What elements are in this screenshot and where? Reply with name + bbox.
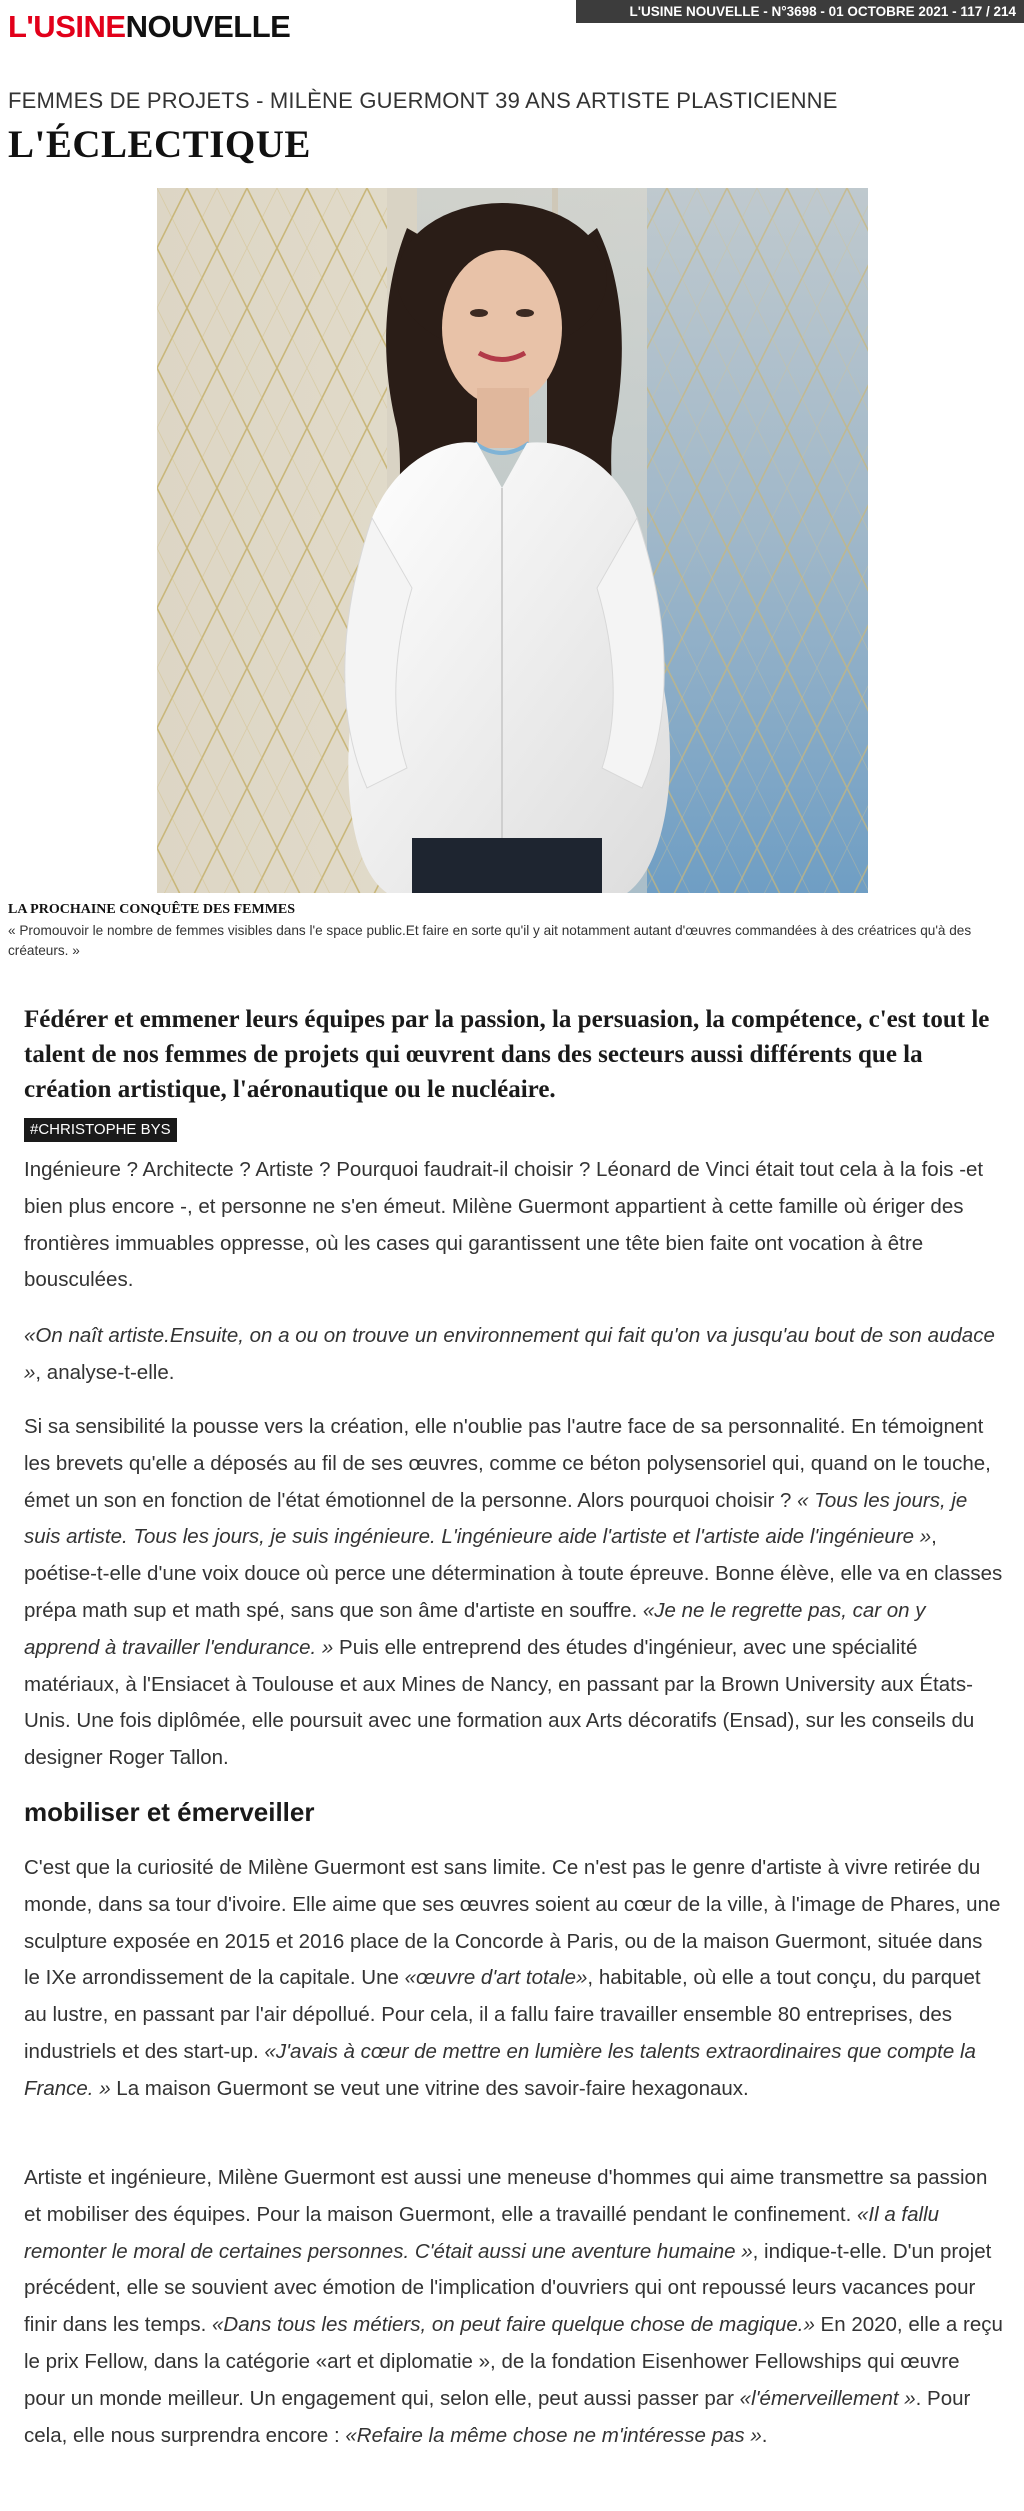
quote: «Il a fallu remonter le moral de certaines personnes. C'était aussi une aventure humaine »: [24, 2202, 940, 2263]
paragraph-text: Si sa sensibilité la pousse vers la création, elle n'oublie pas l'autre face de sa personnalité. En témoignent les brevets qu'elle a déposés au fil de ses œuvres, comme ce béton polysensoriel qui, quand on le touche, émet un son en fonction de l'état émotionnel de la personne. Alors pourquoi choisir ?: [24, 1415, 991, 1512]
body-paragraph-4: [24, 1850, 1004, 2108]
quote: «Je ne le regrette pas, car on y apprend à travailler l'endurance. »: [24, 1598, 926, 1659]
quote: « Tous les jours, je suis artiste. Tous les jours, je suis ingénieure. L'ingénieure aide l'artiste et l'artiste aide l'ingénieure »: [24, 1488, 968, 1549]
logo-part-1: L'USINE: [8, 9, 126, 44]
quote: «On naît artiste.Ensuite, on a ou on trouve un environnement qui fait qu'on va jusqu'au bout de son audace »: [24, 1324, 995, 1384]
portrait-photo: [157, 188, 868, 893]
quote: «œuvre d'art totale»: [404, 1966, 588, 1990]
paragraph-text: .: [761, 2423, 768, 2447]
body-paragraph-1: [24, 1152, 1004, 1299]
paragraph-text: , poétise-t-elle d'une voix douce où perce une détermination à toute épreuve. Bonne élève, elle va en classes prépa math sup et math spé, sans que son âme d'artiste en souffre.: [24, 1525, 1003, 1622]
paragraph-text: . Pour cela, elle nous surprendra encore :: [24, 2386, 971, 2447]
paragraph-text: C'est que la curiosité de Milène Guermont est sans limite. Ce n'est pas le genre d'artiste à vivre retirée du monde, dans sa tour d'ivoire. Elle aime que ses œuvres soient au cœur de la ville, à l'image de Phares, une sculpture exposée en 2015 et 2016 place de la Concorde à Paris, ou de la maison Guermont, située dans le IXe arrondissement de la capitale. Une: [24, 1856, 1001, 1990]
article-title: L'ÉCLECTIQUE: [8, 123, 311, 166]
body-paragraph-2: [24, 1318, 1004, 1392]
masthead: [8, 10, 290, 46]
paragraph-text: , analyse-t-elle.: [35, 1360, 175, 1384]
logo-part-2: NOUVELLE: [125, 9, 291, 44]
portrait-illustration: [157, 188, 868, 893]
paragraph-text: En 2020, elle a reçu le prix Fellow, dans la catégorie «art et diplomatie », de la fondation Eisenhower Fellowships qui œuvre pour un monde meilleur. Un engagement qui, selon elle, peut aussi passer par: [24, 2313, 1003, 2410]
article-kicker: FEMMES DE PROJETS - MILÈNE GUERMONT 39 ANS ARTISTE PLASTICIENNE: [8, 88, 838, 113]
quote: «Dans tous les métiers, on peut faire quelque chose de magique.»: [212, 2313, 815, 2337]
publication-logo[interactable]: [8, 10, 290, 44]
photo-caption-text: « Promouvoir le nombre de femmes visibles dans l'e space public.Et faire en sorte qu'il y ait notamment autant d'œuvres commandées à des créatrices qu'à des créateurs. »: [8, 923, 972, 958]
article-lead: Fédérer et emmener leurs équipes par la passion, la persuasion, la compétence, c'est tout le talent de nos femmes de projets qui œuvrent dans des secteurs aussi différents que la création artistique, l'aéronautique ou le nucléaire.: [24, 1006, 990, 1103]
body-paragraph-3: [24, 1409, 1004, 1777]
body-paragraph-5: [24, 2160, 1004, 2454]
quote: «J'avais à cœur de mettre en lumière les talents extraordinaires que compte la France. »: [24, 2039, 976, 2100]
paragraph-text: Puis elle entreprend des études d'ingénieur, avec une spécialité matériaux, à l'Ensiacet à Toulouse et aux Mines de Nancy, en passant par la Brown University aux États-Unis. Une fois diplômée, elle poursuit avec une formation aux Arts décoratifs (Ensad), sur les conseils du designer Roger Tallon.: [24, 1635, 975, 1770]
paragraph-text: , habitable, où elle a tout conçu, du parquet au lustre, en passant par l'air dépollué. Pour cela, il a fallu faire travailler ensemble 80 entreprises, des industriels et des start-up.: [24, 1966, 981, 2063]
issue-info: L'USINE NOUVELLE - N°3698 - 01 OCTOBRE 2021 - 117 / 214: [576, 0, 1024, 23]
photo-caption-title: LA PROCHAINE CONQUÊTE DES FEMMES: [8, 902, 296, 917]
paragraph-text: La maison Guermont se veut une vitrine des savoir-faire hexagonaux.: [110, 2076, 749, 2100]
quote: «l'émerveillement »: [739, 2386, 916, 2410]
paragraph-text: Ingénieure ? Architecte ? Artiste ? Pourquoi faudrait-il choisir ? Léonard de Vinci était tout cela à la fois -et bien plus encore -, et personne ne s'en émeut. Milène Guermont appartient à cette famille où ériger des frontières immuables oppresse, où les cases qui garantissent une tête bien faite ont vocation à être bousculées.: [24, 1158, 984, 1292]
section-subheading: mobiliser et émerveiller: [24, 1797, 315, 1827]
paragraph-text: Artiste et ingénieure, Milène Guermont est aussi une meneuse d'hommes qui aime transmettre sa passion et mobiliser des équipes. Pour la maison Guermont, elle a travaillé pendant le confinement.: [24, 2166, 988, 2226]
quote: «Refaire la même chose ne m'intéresse pas »: [345, 2423, 762, 2447]
author-credit[interactable]: #CHRISTOPHE BYS: [24, 1118, 177, 1142]
paragraph-text: , indique-t-elle. D'un projet précédent, elle se souvient avec émotion de l'implication d'ouvriers qui ont repoussé leurs vacances pour finir dans les temps.: [24, 2239, 992, 2337]
